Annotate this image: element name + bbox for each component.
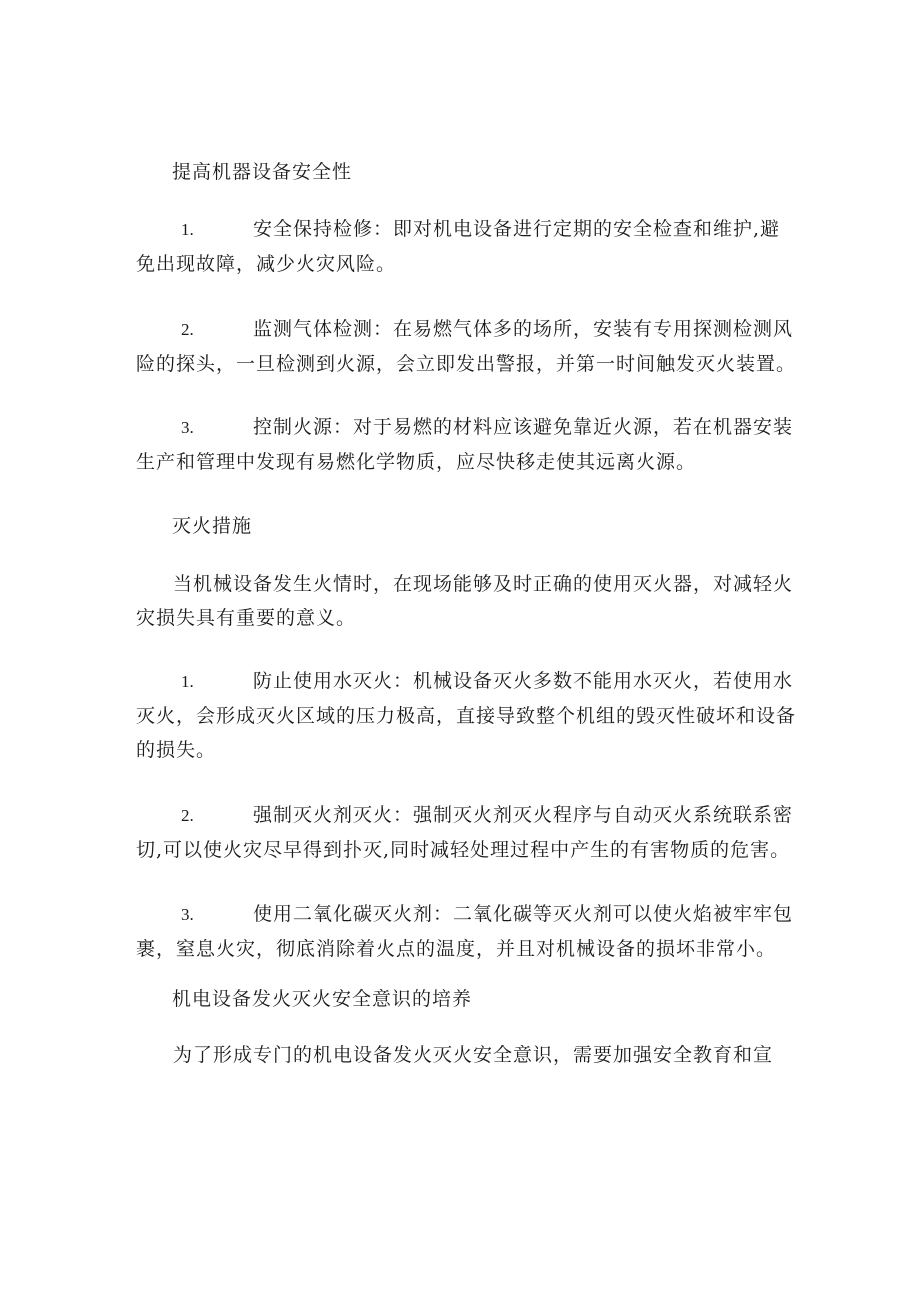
section-heading-awareness: 机电设备发火灭火安全意识的培养 <box>172 988 473 1010</box>
list-item-text: 强制灭火剂灭火：强制灭火剂灭火程序与自动灭火系统联系密切,可以使火灾尽早得到扑灭,同时减轻处理过程中产生的有害物质的危害。 <box>136 804 794 861</box>
list-number: 3. <box>181 418 194 437</box>
list-number: 2. <box>181 320 194 339</box>
list-number: 3. <box>181 905 194 924</box>
paragraph-awareness-intro: 为了形成专门的机电设备发火灭火安全意识，需要加强安全教育和宣 <box>173 1044 774 1066</box>
list-item-maintenance <box>136 212 796 281</box>
list-item-text: 使用二氧化碳灭火剂：二氧化碳等灭火剂可以使火焰被牢牢包裹，窒息火灾，彻底消除着火点的温度，并且对机械设备的损坏非常小。 <box>136 903 794 960</box>
paragraph-extinguishing-intro: 当机械设备发生火情时，在现场能够及时正确的使用灭火器，对减轻火灾损失具有重要的意义。 <box>136 573 794 629</box>
list-item-text: 监测气体检测：在易燃气体多的场所，安装有专用探测检测风险的探头，一旦检测到火源，会立即发出警报，并第一时间触发灭火装置。 <box>136 318 797 375</box>
section-heading-extinguishing: 灭火措施 <box>172 515 253 537</box>
list-item-fire-source-control <box>136 410 796 479</box>
list-item-text: 防止使用水灭火：机械设备灭火多数不能用水灭火，若使用水灭火，会形成灭火区域的压力极高，直接导致整个机组的毁灭性破坏和设备的损失。 <box>136 670 797 761</box>
list-item-no-water <box>136 664 796 767</box>
list-item-gas-detection <box>136 312 796 381</box>
list-item-text: 控制火源：对于易燃的材料应该避免靠近火源，若在机器安装生产和管理中发现有易燃化学物质，应尽快移走使其远离火源。 <box>136 416 794 473</box>
list-number: 1. <box>181 220 194 239</box>
list-number: 2. <box>181 806 194 825</box>
list-item-co2-agent <box>136 897 796 966</box>
list-item-text: 安全保持检修：即对机电设备进行定期的安全检查和维护,避免出现故障，减少火灾风险。 <box>136 218 781 275</box>
list-number: 1. <box>181 672 194 691</box>
section-heading-machine-safety: 提高机器设备安全性 <box>172 161 353 183</box>
list-item-forced-agent <box>136 798 796 867</box>
